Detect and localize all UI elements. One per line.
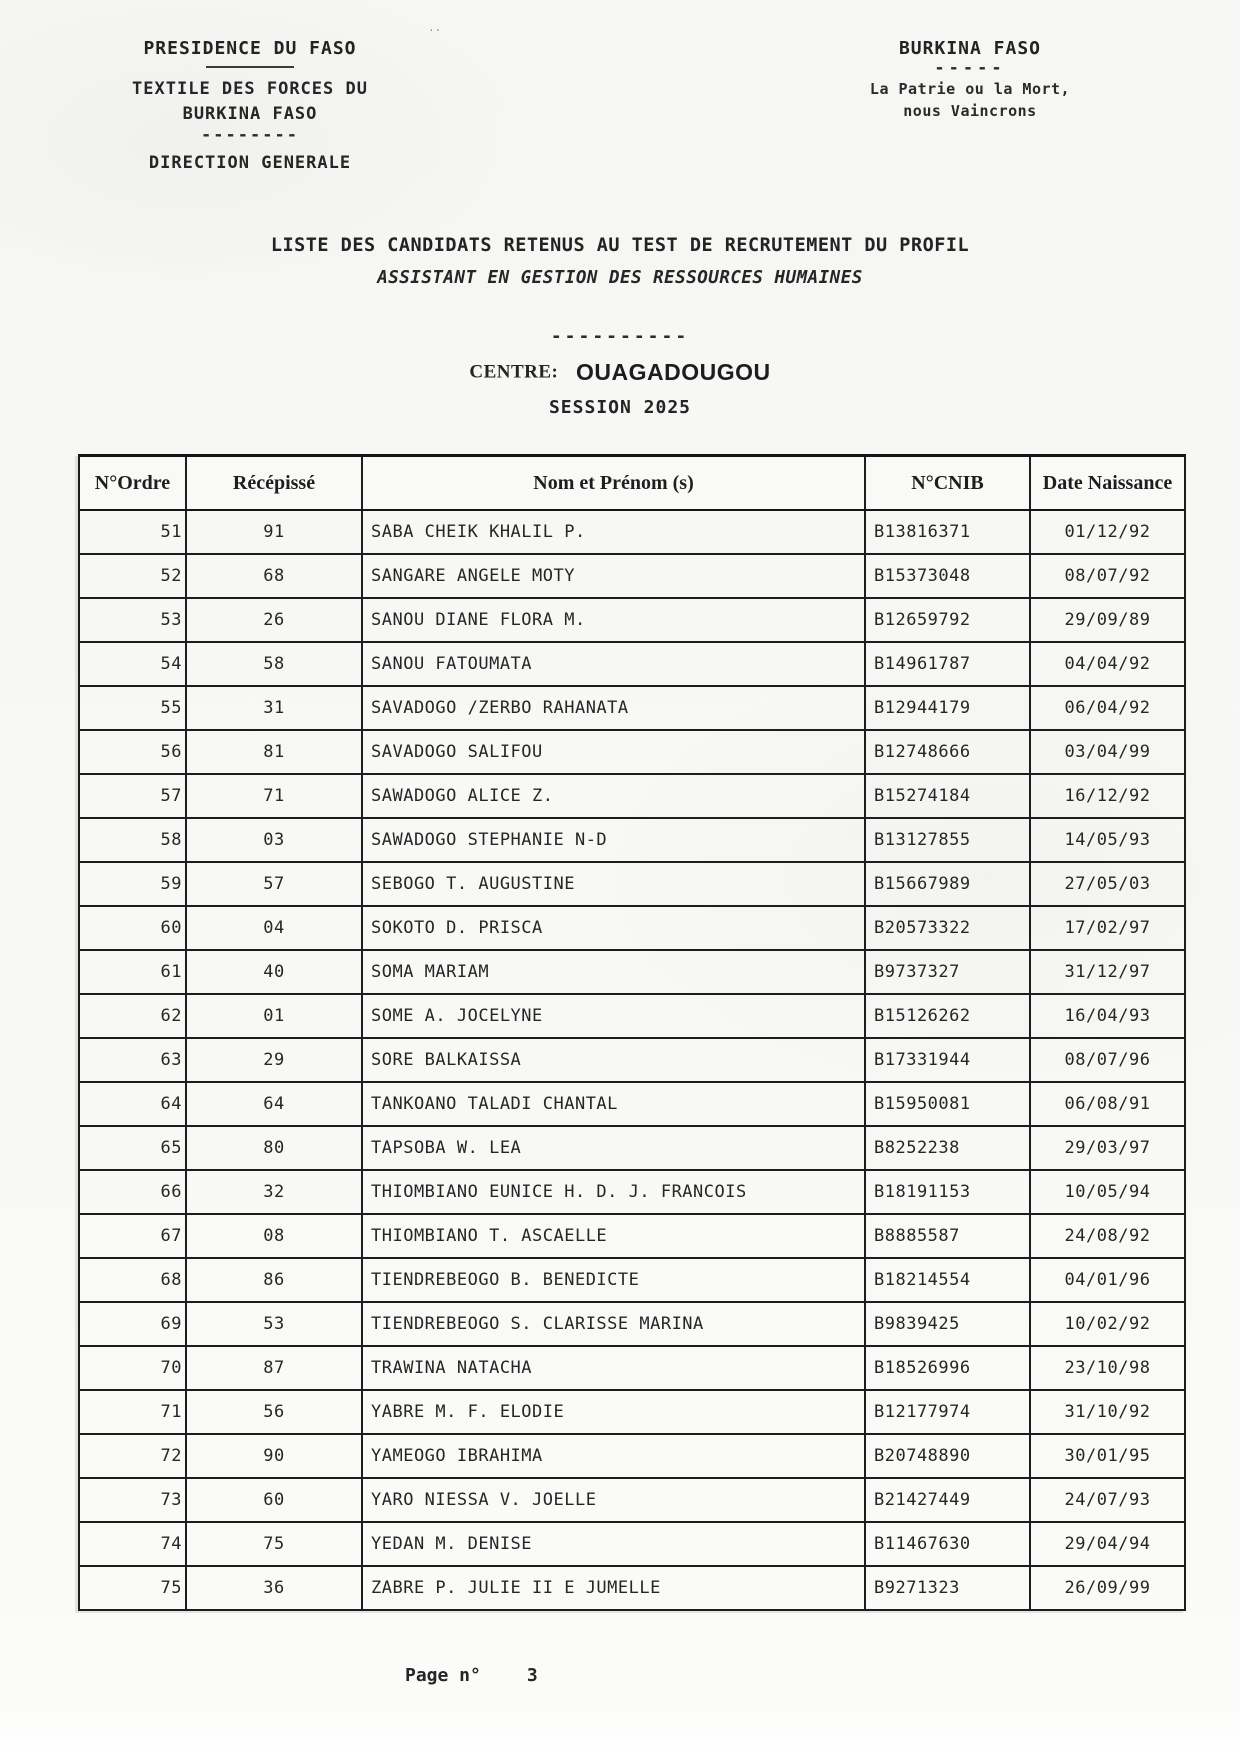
birthdate-cell: 17/02/97 <box>1030 906 1185 950</box>
order-cell: 66 <box>79 1170 186 1214</box>
name-cell: SOKOTO D. PRISCA <box>362 906 865 950</box>
cnib-cell: B14961787 <box>865 642 1030 686</box>
table-header-row <box>79 455 1185 510</box>
table-row <box>79 1214 1185 1258</box>
cnib-cell: B17331944 <box>865 1038 1030 1082</box>
order-cell: 61 <box>79 950 186 994</box>
name-cell: SORE BALKAISSA <box>362 1038 865 1082</box>
page-footer <box>405 1665 1240 1686</box>
column-header-order: N°Ordre <box>79 455 186 510</box>
table-row <box>79 950 1185 994</box>
name-cell: THIOMBIANO EUNICE H. D. J. FRANCOIS <box>362 1170 865 1214</box>
cnib-cell: B13816371 <box>865 510 1030 554</box>
receipt-cell: 01 <box>186 994 362 1038</box>
table-row <box>79 1302 1185 1346</box>
name-cell: YARO NIESSA V. JOELLE <box>362 1478 865 1522</box>
divider-dashes: ---------- <box>550 325 690 347</box>
name-cell: SABA CHEIK KHALIL P. <box>362 510 865 554</box>
table-row <box>79 906 1185 950</box>
birthdate-cell: 29/04/94 <box>1030 1522 1185 1566</box>
birthdate-cell: 06/08/91 <box>1030 1082 1185 1126</box>
receipt-cell: 04 <box>186 906 362 950</box>
birthdate-cell: 26/09/99 <box>1030 1566 1185 1610</box>
receipt-cell: 57 <box>186 862 362 906</box>
order-cell: 74 <box>79 1522 186 1566</box>
cnib-cell: B20748890 <box>865 1434 1030 1478</box>
divider-dashes: ----- <box>934 58 1006 78</box>
cnib-cell: B15950081 <box>865 1082 1030 1126</box>
order-cell: 69 <box>79 1302 186 1346</box>
name-cell: SAWADOGO STEPHANIE N-D <box>362 818 865 862</box>
birthdate-cell: 23/10/98 <box>1030 1346 1185 1390</box>
org-line-2: BURKINA FASO <box>182 103 318 124</box>
cnib-cell: B13127855 <box>865 818 1030 862</box>
name-cell: SAWADOGO ALICE Z. <box>362 774 865 818</box>
table-row <box>79 730 1185 774</box>
order-cell: 73 <box>79 1478 186 1522</box>
receipt-cell: 36 <box>186 1566 362 1610</box>
scan-speck: ·· <box>428 24 442 37</box>
order-cell: 71 <box>79 1390 186 1434</box>
name-cell: SAVADOGO /ZERBO RAHANATA <box>362 686 865 730</box>
cnib-cell: B15126262 <box>865 994 1030 1038</box>
birthdate-cell: 24/08/92 <box>1030 1214 1185 1258</box>
name-cell: SOME A. JOCELYNE <box>362 994 865 1038</box>
order-cell: 72 <box>79 1434 186 1478</box>
name-cell: TIENDREBEOGO S. CLARISSE MARINA <box>362 1302 865 1346</box>
name-cell: SAVADOGO SALIFOU <box>362 730 865 774</box>
page-label: Page n° <box>405 1665 481 1687</box>
column-header-receipt: Récépissé <box>186 455 362 510</box>
receipt-cell: 64 <box>186 1082 362 1126</box>
column-header-name: Nom et Prénom (s) <box>362 455 865 510</box>
birthdate-cell: 16/12/92 <box>1030 774 1185 818</box>
receipt-cell: 58 <box>186 642 362 686</box>
table-row <box>79 1434 1185 1478</box>
cnib-cell: B20573322 <box>865 906 1030 950</box>
name-cell: YAMEOGO IBRAHIMA <box>362 1434 865 1478</box>
order-cell: 75 <box>79 1566 186 1610</box>
table-row <box>79 994 1185 1038</box>
order-cell: 55 <box>79 686 186 730</box>
birthdate-cell: 29/09/89 <box>1030 598 1185 642</box>
birthdate-cell: 31/10/92 <box>1030 1390 1185 1434</box>
cnib-cell: B12659792 <box>865 598 1030 642</box>
cnib-cell: B18214554 <box>865 1258 1030 1302</box>
name-cell: TANKOANO TALADI CHANTAL <box>362 1082 865 1126</box>
table-row <box>79 1038 1185 1082</box>
birthdate-cell: 03/04/99 <box>1030 730 1185 774</box>
letterhead-right <box>840 38 1100 173</box>
birthdate-cell: 01/12/92 <box>1030 510 1185 554</box>
name-cell: YABRE M. F. ELODIE <box>362 1390 865 1434</box>
order-cell: 52 <box>79 554 186 598</box>
column-header-cnib: N°CNIB <box>865 455 1030 510</box>
table-row <box>79 1478 1185 1522</box>
receipt-cell: 86 <box>186 1258 362 1302</box>
table-row <box>79 1126 1185 1170</box>
table-row <box>79 510 1185 554</box>
name-cell: SOMA MARIAM <box>362 950 865 994</box>
name-cell: ZABRE P. JULIE II E JUMELLE <box>362 1566 865 1610</box>
table-row <box>79 1258 1185 1302</box>
document-subtitle: ASSISTANT EN GESTION DES RESSOURCES HUMAINES <box>377 267 863 288</box>
order-cell: 67 <box>79 1214 186 1258</box>
birthdate-cell: 30/01/95 <box>1030 1434 1185 1478</box>
order-cell: 63 <box>79 1038 186 1082</box>
receipt-cell: 26 <box>186 598 362 642</box>
birthdate-cell: 04/04/92 <box>1030 642 1185 686</box>
country-line: BURKINA FASO <box>898 38 1042 59</box>
receipt-cell: 87 <box>186 1346 362 1390</box>
direction-line: DIRECTION GENERALE <box>148 152 352 173</box>
document-title: LISTE DES CANDIDATS RETENUS AU TEST DE RECRUTEMENT DU PROFIL <box>270 234 970 256</box>
birthdate-cell: 10/02/92 <box>1030 1302 1185 1346</box>
table-row <box>79 1390 1185 1434</box>
divider-rule <box>206 66 294 68</box>
cnib-cell: B9839425 <box>865 1302 1030 1346</box>
order-cell: 64 <box>79 1082 186 1126</box>
cnib-cell: B12748666 <box>865 730 1030 774</box>
table-row <box>79 1566 1185 1610</box>
cnib-cell: B12944179 <box>865 686 1030 730</box>
table-row <box>79 686 1185 730</box>
name-cell: YEDAN M. DENISE <box>362 1522 865 1566</box>
session-line: SESSION 2025 <box>548 396 692 418</box>
receipt-cell: 53 <box>186 1302 362 1346</box>
cnib-cell: B15667989 <box>865 862 1030 906</box>
title-block <box>0 235 1240 418</box>
order-cell: 51 <box>79 510 186 554</box>
receipt-cell: 08 <box>186 1214 362 1258</box>
table-row <box>79 1082 1185 1126</box>
name-cell: TRAWINA NATACHA <box>362 1346 865 1390</box>
birthdate-cell: 04/01/96 <box>1030 1258 1185 1302</box>
org-line-1: TEXTILE DES FORCES DU <box>132 79 368 99</box>
order-cell: 68 <box>79 1258 186 1302</box>
receipt-cell: 32 <box>186 1170 362 1214</box>
receipt-cell: 31 <box>186 686 362 730</box>
birthdate-cell: 29/03/97 <box>1030 1126 1185 1170</box>
name-cell: THIOMBIANO T. ASCAELLE <box>362 1214 865 1258</box>
table-row <box>79 598 1185 642</box>
table-row <box>79 774 1185 818</box>
order-cell: 70 <box>79 1346 186 1390</box>
letterhead-left <box>120 38 380 173</box>
birthdate-cell: 24/07/93 <box>1030 1478 1185 1522</box>
table-body <box>79 510 1185 1610</box>
receipt-cell: 03 <box>186 818 362 862</box>
cnib-cell: B9271323 <box>865 1566 1030 1610</box>
birthdate-cell: 14/05/93 <box>1030 818 1185 862</box>
receipt-cell: 60 <box>186 1478 362 1522</box>
cnib-cell: B9737327 <box>865 950 1030 994</box>
table-row <box>79 862 1185 906</box>
birthdate-cell: 16/04/93 <box>1030 994 1185 1038</box>
receipt-cell: 75 <box>186 1522 362 1566</box>
motto-line-1: La Patrie ou la Mort, <box>869 79 1071 98</box>
cnib-cell: B15274184 <box>865 774 1030 818</box>
receipt-cell: 90 <box>186 1434 362 1478</box>
centre-value: OUAGADOUGOU <box>576 358 771 385</box>
order-cell: 54 <box>79 642 186 686</box>
column-header-birthdate: Date Naissance <box>1030 455 1185 510</box>
name-cell: SANOU DIANE FLORA M. <box>362 598 865 642</box>
cnib-cell: B18526996 <box>865 1346 1030 1390</box>
birthdate-cell: 27/05/03 <box>1030 862 1185 906</box>
name-cell: TAPSOBA W. LEA <box>362 1126 865 1170</box>
table-row <box>79 1522 1185 1566</box>
letterhead <box>0 38 1240 173</box>
divider-dashes: -------- <box>201 125 299 146</box>
cnib-cell: B11467630 <box>865 1522 1030 1566</box>
order-cell: 65 <box>79 1126 186 1170</box>
birthdate-cell: 10/05/94 <box>1030 1170 1185 1214</box>
centre-label: CENTRE: <box>469 361 559 383</box>
order-cell: 62 <box>79 994 186 1038</box>
order-cell: 58 <box>79 818 186 862</box>
centre-line <box>0 359 1240 386</box>
presidence-line: PRESIDENCE DU FASO <box>143 38 357 59</box>
candidates-table <box>78 454 1186 1612</box>
name-cell: SEBOGO T. AUGUSTINE <box>362 862 865 906</box>
receipt-cell: 56 <box>186 1390 362 1434</box>
birthdate-cell: 06/04/92 <box>1030 686 1185 730</box>
order-cell: 57 <box>79 774 186 818</box>
name-cell: SANGARE ANGELE MOTY <box>362 554 865 598</box>
name-cell: TIENDREBEOGO B. BENEDICTE <box>362 1258 865 1302</box>
table-row <box>79 818 1185 862</box>
order-cell: 53 <box>79 598 186 642</box>
page-number: 3 <box>526 1665 538 1687</box>
cnib-cell: B21427449 <box>865 1478 1030 1522</box>
table-row <box>79 1346 1185 1390</box>
receipt-cell: 71 <box>186 774 362 818</box>
order-cell: 56 <box>79 730 186 774</box>
name-cell: SANOU FATOUMATA <box>362 642 865 686</box>
cnib-cell: B12177974 <box>865 1390 1030 1434</box>
receipt-cell: 80 <box>186 1126 362 1170</box>
table-header <box>79 455 1185 510</box>
motto-line-2: nous Vaincrons <box>903 102 1037 121</box>
order-cell: 59 <box>79 862 186 906</box>
cnib-cell: B15373048 <box>865 554 1030 598</box>
birthdate-cell: 08/07/96 <box>1030 1038 1185 1082</box>
table-row <box>79 642 1185 686</box>
receipt-cell: 81 <box>186 730 362 774</box>
cnib-cell: B8252238 <box>865 1126 1030 1170</box>
cnib-cell: B18191153 <box>865 1170 1030 1214</box>
receipt-cell: 91 <box>186 510 362 554</box>
table-row <box>79 1170 1185 1214</box>
birthdate-cell: 08/07/92 <box>1030 554 1185 598</box>
receipt-cell: 68 <box>186 554 362 598</box>
receipt-cell: 40 <box>186 950 362 994</box>
birthdate-cell: 31/12/97 <box>1030 950 1185 994</box>
order-cell: 60 <box>79 906 186 950</box>
cnib-cell: B8885587 <box>865 1214 1030 1258</box>
table-row <box>79 554 1185 598</box>
receipt-cell: 29 <box>186 1038 362 1082</box>
